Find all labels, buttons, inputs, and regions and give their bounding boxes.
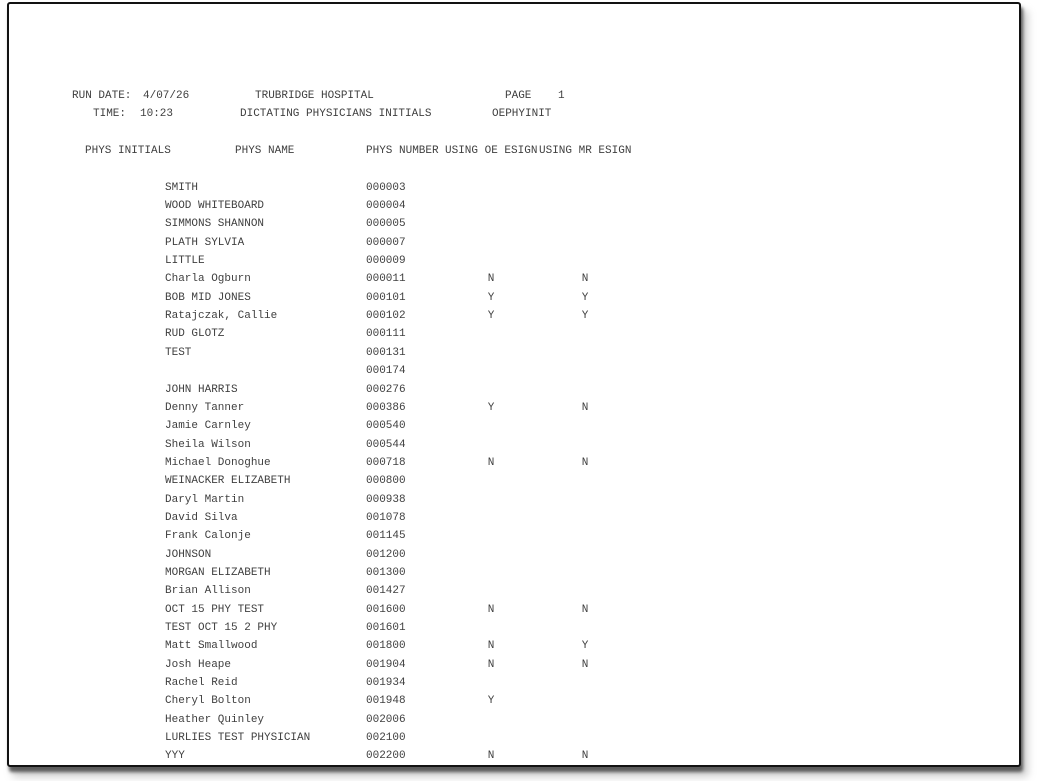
column-header-using-oe-esign: USING OE ESIGN (445, 145, 538, 158)
phys-name-cell: TEST (165, 346, 192, 359)
phys-number-cell: 000005 (366, 218, 406, 231)
phys-number-cell: 001601 (366, 621, 406, 634)
report-title: DICTATING PHYSICIANS INITIALS (240, 108, 432, 121)
oe-esign-cell: N (487, 658, 495, 671)
report-rows (9, 179, 1019, 766)
table-row (9, 381, 1019, 399)
mr-esign-cell: N (581, 658, 589, 671)
oe-esign-cell: N (487, 640, 495, 653)
oe-esign-cell: Y (487, 291, 495, 304)
table-row (9, 362, 1019, 380)
table-row (9, 619, 1019, 637)
oe-esign-cell: Y (487, 310, 495, 323)
run-date-value: 4/07/26 (143, 90, 190, 102)
table-row (9, 307, 1019, 325)
phys-name-cell: Brian Allison (165, 585, 251, 598)
phys-name-cell: Sheila Wilson (165, 438, 251, 451)
phys-number-cell: 000111 (366, 328, 406, 341)
table-row (9, 215, 1019, 233)
phys-number-cell: 000544 (366, 438, 406, 451)
column-header-phys-initials: PHYS INITIALS (85, 145, 171, 158)
phys-number-cell: 000276 (366, 383, 406, 396)
phys-name-cell: LURLIES TEST PHYSICIAN (165, 732, 311, 745)
table-row (9, 197, 1019, 215)
report-window (7, 2, 1021, 767)
page-label: PAGE (505, 90, 532, 102)
header-line-1 (9, 87, 1019, 105)
phys-number-cell: 000102 (366, 310, 406, 323)
table-row (9, 417, 1019, 435)
phys-name-cell: SIMMONS SHANNON (165, 218, 265, 231)
table-row (9, 399, 1019, 417)
phys-name-cell: Jamie Carnley (165, 420, 251, 433)
table-row (9, 179, 1019, 197)
column-header-using-mr-esign: USING MR ESIGN (539, 145, 632, 158)
phys-number-cell: 000540 (366, 420, 406, 433)
phys-name-cell: WOOD WHITEBOARD (165, 200, 265, 213)
page-number: 1 (558, 90, 565, 102)
phys-name-cell: JOHN HARRIS (165, 383, 238, 396)
table-row (9, 656, 1019, 674)
phys-number-cell: 000386 (366, 401, 406, 414)
table-row (9, 582, 1019, 600)
table-row (9, 692, 1019, 710)
phys-name-cell: Michael Donoghue (165, 456, 271, 469)
phys-number-cell: 001800 (366, 640, 406, 653)
mr-esign-cell: N (581, 750, 589, 763)
phys-name-cell: Denny Tanner (165, 401, 245, 414)
oe-esign-cell: Y (487, 695, 495, 708)
mr-esign-cell: Y (581, 640, 589, 653)
phys-name-cell: Frank Calonje (165, 530, 251, 543)
phys-name-cell: LITTLE (165, 255, 205, 268)
phys-number-cell: 000938 (366, 493, 406, 506)
table-row (9, 564, 1019, 582)
phys-number-cell: 000800 (366, 475, 406, 488)
phys-name-cell: David Silva (165, 511, 238, 524)
phys-number-cell: 001904 (366, 658, 406, 671)
phys-name-cell: Ratajczak, Callie (165, 310, 278, 323)
phys-name-cell: Josh Heape (165, 658, 232, 671)
table-row (9, 289, 1019, 307)
phys-name-cell: BOB MID JONES (165, 291, 251, 304)
phys-name-cell: SMITH (165, 181, 199, 194)
table-row (9, 436, 1019, 454)
phys-number-cell: 001934 (366, 677, 406, 689)
phys-name-cell: Rachel Reid (165, 677, 238, 689)
phys-number-cell: 001427 (366, 585, 406, 598)
table-row (9, 527, 1019, 545)
table-row (9, 491, 1019, 509)
phys-number-cell: 001078 (366, 511, 406, 524)
table-row (9, 509, 1019, 527)
time-value: 10:23 (140, 108, 174, 121)
phys-number-cell: 000101 (366, 291, 406, 304)
mr-esign-cell: N (581, 456, 589, 469)
column-header-phys-name: PHYS NAME (235, 145, 295, 158)
phys-name-cell: RUD GLOTZ (165, 328, 225, 341)
table-row (9, 454, 1019, 472)
phys-number-cell: 001600 (366, 603, 406, 616)
table-row (9, 270, 1019, 288)
header-line-2 (9, 105, 1019, 123)
run-date-label: RUN DATE: (72, 90, 132, 102)
table-row (9, 234, 1019, 252)
phys-name-cell: Charla Ogburn (165, 273, 251, 286)
phys-number-cell: 001300 (366, 566, 406, 579)
phys-number-cell: 002006 (366, 713, 406, 726)
oe-esign-cell: Y (487, 401, 495, 414)
spacer-line (9, 124, 1019, 142)
phys-name-cell: OCT 15 PHY TEST (165, 603, 265, 616)
hospital-name: TRUBRIDGE HOSPITAL (255, 90, 374, 102)
table-row (9, 674, 1019, 692)
report-content (9, 4, 1019, 766)
phys-name-cell: JOHNSON (165, 548, 212, 561)
table-row (9, 546, 1019, 564)
oe-esign-cell: N (487, 456, 495, 469)
mr-esign-cell: Y (581, 310, 589, 323)
phys-number-cell: 000011 (366, 273, 406, 286)
mr-esign-cell: Y (581, 291, 589, 304)
phys-number-cell: 001145 (366, 530, 406, 543)
column-header-phys-number: PHYS NUMBER (366, 145, 439, 158)
phys-name-cell: Matt Smallwood (165, 640, 258, 653)
phys-name-cell: Daryl Martin (165, 493, 245, 506)
table-row (9, 637, 1019, 655)
phys-name-cell: YYY (165, 750, 185, 763)
phys-number-cell: 002200 (366, 750, 406, 763)
phys-name-cell: Heather Quinley (165, 713, 265, 726)
spacer-line (9, 160, 1019, 178)
phys-number-cell: 000004 (366, 200, 406, 213)
oe-esign-cell: N (487, 750, 495, 763)
phys-number-cell: 000718 (366, 456, 406, 469)
table-row (9, 325, 1019, 343)
time-label: TIME: (93, 108, 127, 121)
table-row (9, 747, 1019, 765)
phys-number-cell: 001948 (366, 695, 406, 708)
mr-esign-cell: N (581, 603, 589, 616)
phys-number-cell: 000007 (366, 236, 406, 249)
phys-number-cell: 000009 (366, 255, 406, 268)
phys-name-cell: WEINACKER ELIZABETH (165, 475, 291, 488)
oe-esign-cell: N (487, 273, 495, 286)
mr-esign-cell: N (581, 273, 589, 286)
phys-name-cell: MORGAN ELIZABETH (165, 566, 271, 579)
phys-number-cell: 002100 (366, 732, 406, 745)
table-row (9, 252, 1019, 270)
table-row (9, 711, 1019, 729)
table-row (9, 729, 1019, 747)
phys-number-cell: 000003 (366, 181, 406, 194)
phys-name-cell: Cheryl Bolton (165, 695, 251, 708)
table-row (9, 472, 1019, 490)
phys-name-cell: TEST OCT 15 2 PHY (165, 621, 278, 634)
phys-number-cell: 000131 (366, 346, 406, 359)
oe-esign-cell: N (487, 603, 495, 616)
phys-number-cell: 000174 (366, 365, 406, 378)
report-code: OEPHYINIT (492, 108, 552, 121)
table-row (9, 601, 1019, 619)
phys-name-cell: PLATH SYLVIA (165, 236, 245, 249)
mr-esign-cell: N (581, 401, 589, 414)
table-row (9, 344, 1019, 362)
column-header-row (9, 142, 1019, 160)
phys-number-cell: 001200 (366, 548, 406, 561)
